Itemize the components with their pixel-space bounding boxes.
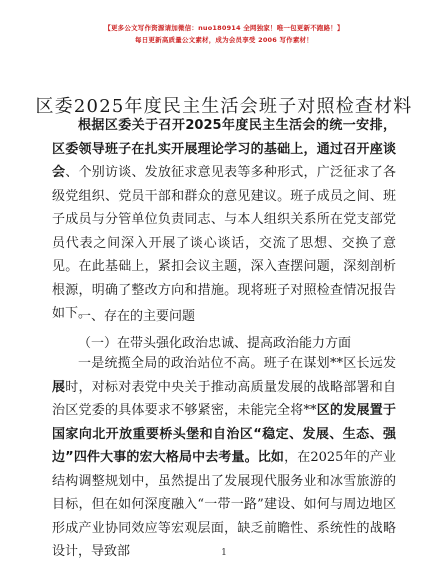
body-paragraph	[52, 352, 396, 564]
subsection-heading: （一）在带头强化政治忠诚、提高政治能力方面	[78, 336, 352, 351]
promo-banner	[0, 22, 448, 46]
intro-paragraph	[52, 114, 396, 326]
page-number: 1	[221, 548, 227, 558]
body-bold-1: 展	[52, 379, 66, 395]
document-title: 区委2025年度民主生活会班子对照检查材料	[35, 96, 413, 117]
body-text-c: 时，对标对表党中央关于推动高质量发展的战略部署和自治区党委的具体要求不够紧密，未能完全将**	[52, 379, 396, 418]
banner-line-2: 每日更新高质量公文素材，成为会员享受 2006 写作素材！	[135, 36, 313, 44]
banner-line-1: 【更多公文写作资源请加微信：nuo180914 全网独家！唯一包更新不跑路！】	[104, 24, 344, 32]
intro-text: 、个别访谈、发放征求意见表等多种形式，广泛征求了各级党组织、党员干部和群众的意见建议。班子成员之间、班子成员与分管单位负责同志、与本人组织关系所在党支部党员代表之间深入开展了谈心谈话，交流了思想、交换了意见。在此基础上，紧扣会议主题，深入查摆问题，深刻剖析根源，明确了整改方向和措施。现将班子对照检查情况报告如下。	[52, 165, 396, 321]
body-bold-2: 区的发展置于国家向北开放重要桥头堡和自治区“稳定、发展、生态、强边”四件大事的宏大格局中去考量。比如	[52, 403, 396, 465]
body-text-d: ，在2025年的产业结构调整规划中，虽然提出了发展现代服务业和冰雪旅游的目标，但在如何深度融入“一带一路”建设、如何与周边地区形成产业协同效应等宏观层面，缺乏前瞻性、系统性的战略设计，导致部	[52, 450, 397, 559]
intro-bold-lead: 根据区委关于召开2025年度民主生活会的统一安排，区委领导班子在扎实开展理论学习的基础上，通过召开座谈会	[52, 118, 396, 180]
body-text-a: 一是统揽全局的政治站位不高。班子在谋划**区长远发	[78, 356, 396, 371]
section-heading: 一、存在的主要问题	[78, 309, 196, 324]
